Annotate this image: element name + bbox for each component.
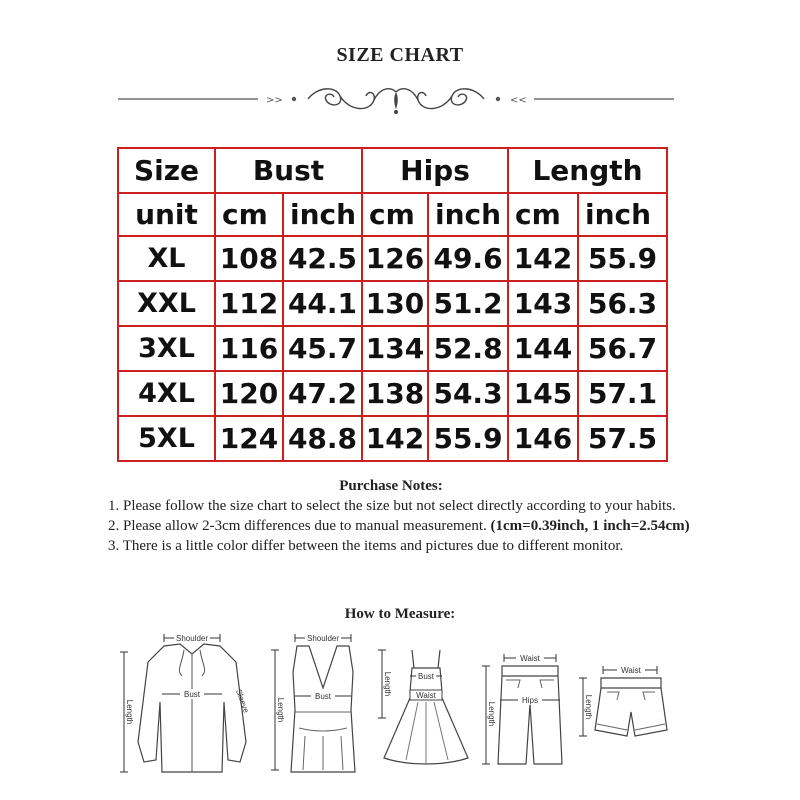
value-cell: 57.1	[578, 371, 667, 416]
label-length: Length	[125, 699, 134, 725]
value-cell: 52.8	[428, 326, 508, 371]
label-waist-5: Waist	[621, 666, 641, 675]
value-cell: 130	[362, 281, 428, 326]
note-3: 3. There is a little color differ between the items and pictures due to different monitor.	[108, 538, 624, 554]
value-cell: 144	[508, 326, 578, 371]
header-hips: Hips	[362, 148, 508, 193]
label-shoulder-2: Shoulder	[306, 634, 340, 643]
unit-cell: cm	[215, 193, 283, 236]
size-chart-table	[117, 147, 668, 462]
shorts-measure-diagram	[575, 660, 675, 750]
blouse-measure-diagram	[112, 632, 262, 784]
value-cell: 134	[362, 326, 428, 371]
unit-cell: inch	[283, 193, 362, 236]
svg-text:>>: >>	[266, 95, 283, 106]
label-hips-4: Hips	[521, 696, 539, 705]
unit-cell: cm	[362, 193, 428, 236]
unit-row	[118, 193, 667, 236]
trousers-measure-diagram	[478, 646, 578, 772]
value-cell: 56.7	[578, 326, 667, 371]
label-bust: Bust	[183, 690, 201, 699]
size-cell: 3XL	[118, 326, 215, 371]
dress-measure-diagram	[372, 646, 472, 772]
value-cell: 142	[362, 416, 428, 461]
size-cell: XL	[118, 236, 215, 281]
unit-cell: cm	[508, 193, 578, 236]
label-waist-4: Waist	[520, 654, 540, 663]
value-cell: 126	[362, 236, 428, 281]
label-length-3: Length	[383, 671, 392, 697]
label-bust-2: Bust	[314, 692, 332, 701]
table-row	[118, 371, 667, 416]
svg-text:<<: <<	[510, 95, 527, 106]
value-cell: 57.5	[578, 416, 667, 461]
unit-cell: inch	[578, 193, 667, 236]
note-1: 1. Please follow the size chart to select the size but not select directly according to your habits.	[108, 498, 676, 514]
value-cell: 47.2	[283, 371, 362, 416]
header-length: Length	[508, 148, 667, 193]
vest-measure-diagram	[265, 632, 365, 784]
header-bust: Bust	[215, 148, 362, 193]
note-2-text: 2. Please allow 2-3cm differences due to manual measurement.	[108, 518, 491, 534]
note-2	[108, 516, 708, 536]
size-cell: 5XL	[118, 416, 215, 461]
label-length-5: Length	[584, 694, 593, 720]
label-length-4: Length	[487, 701, 496, 727]
value-cell: 138	[362, 371, 428, 416]
table-row	[118, 326, 667, 371]
table-row	[118, 236, 667, 281]
value-cell: 49.6	[428, 236, 508, 281]
table-row	[118, 416, 667, 461]
value-cell: 112	[215, 281, 283, 326]
unit-cell: inch	[428, 193, 508, 236]
size-cell: XXL	[118, 281, 215, 326]
value-cell: 56.3	[578, 281, 667, 326]
value-cell: 120	[215, 371, 283, 416]
value-cell: 146	[508, 416, 578, 461]
page-title: SIZE CHART	[336, 44, 464, 66]
how-to-measure-heading: How to Measure:	[344, 606, 456, 622]
value-cell: 42.5	[283, 236, 362, 281]
value-cell: 124	[215, 416, 283, 461]
label-length-2: Length	[276, 697, 285, 723]
label-shoulder: Shoulder	[175, 634, 209, 643]
unit-label: unit	[118, 193, 215, 236]
header-size: Size	[118, 148, 215, 193]
value-cell: 116	[215, 326, 283, 371]
ornamental-divider	[118, 82, 674, 116]
label-waist-3: Waist	[416, 691, 436, 700]
value-cell: 45.7	[283, 326, 362, 371]
table-row	[118, 281, 667, 326]
table-header-row	[118, 148, 667, 193]
value-cell: 142	[508, 236, 578, 281]
purchase-notes	[108, 476, 708, 556]
value-cell: 55.9	[578, 236, 667, 281]
value-cell: 145	[508, 371, 578, 416]
value-cell: 108	[215, 236, 283, 281]
value-cell: 143	[508, 281, 578, 326]
value-cell: 54.3	[428, 371, 508, 416]
note-2-conversion: (1cm=0.39inch, 1 inch=2.54cm)	[490, 518, 690, 534]
value-cell: 48.8	[283, 416, 362, 461]
value-cell: 55.9	[428, 416, 508, 461]
value-cell: 44.1	[283, 281, 362, 326]
label-sleeve: Sleeve	[233, 688, 251, 715]
size-cell: 4XL	[118, 371, 215, 416]
label-bust-3: Bust	[417, 672, 435, 681]
notes-heading: Purchase Notes:	[339, 478, 443, 494]
value-cell: 51.2	[428, 281, 508, 326]
